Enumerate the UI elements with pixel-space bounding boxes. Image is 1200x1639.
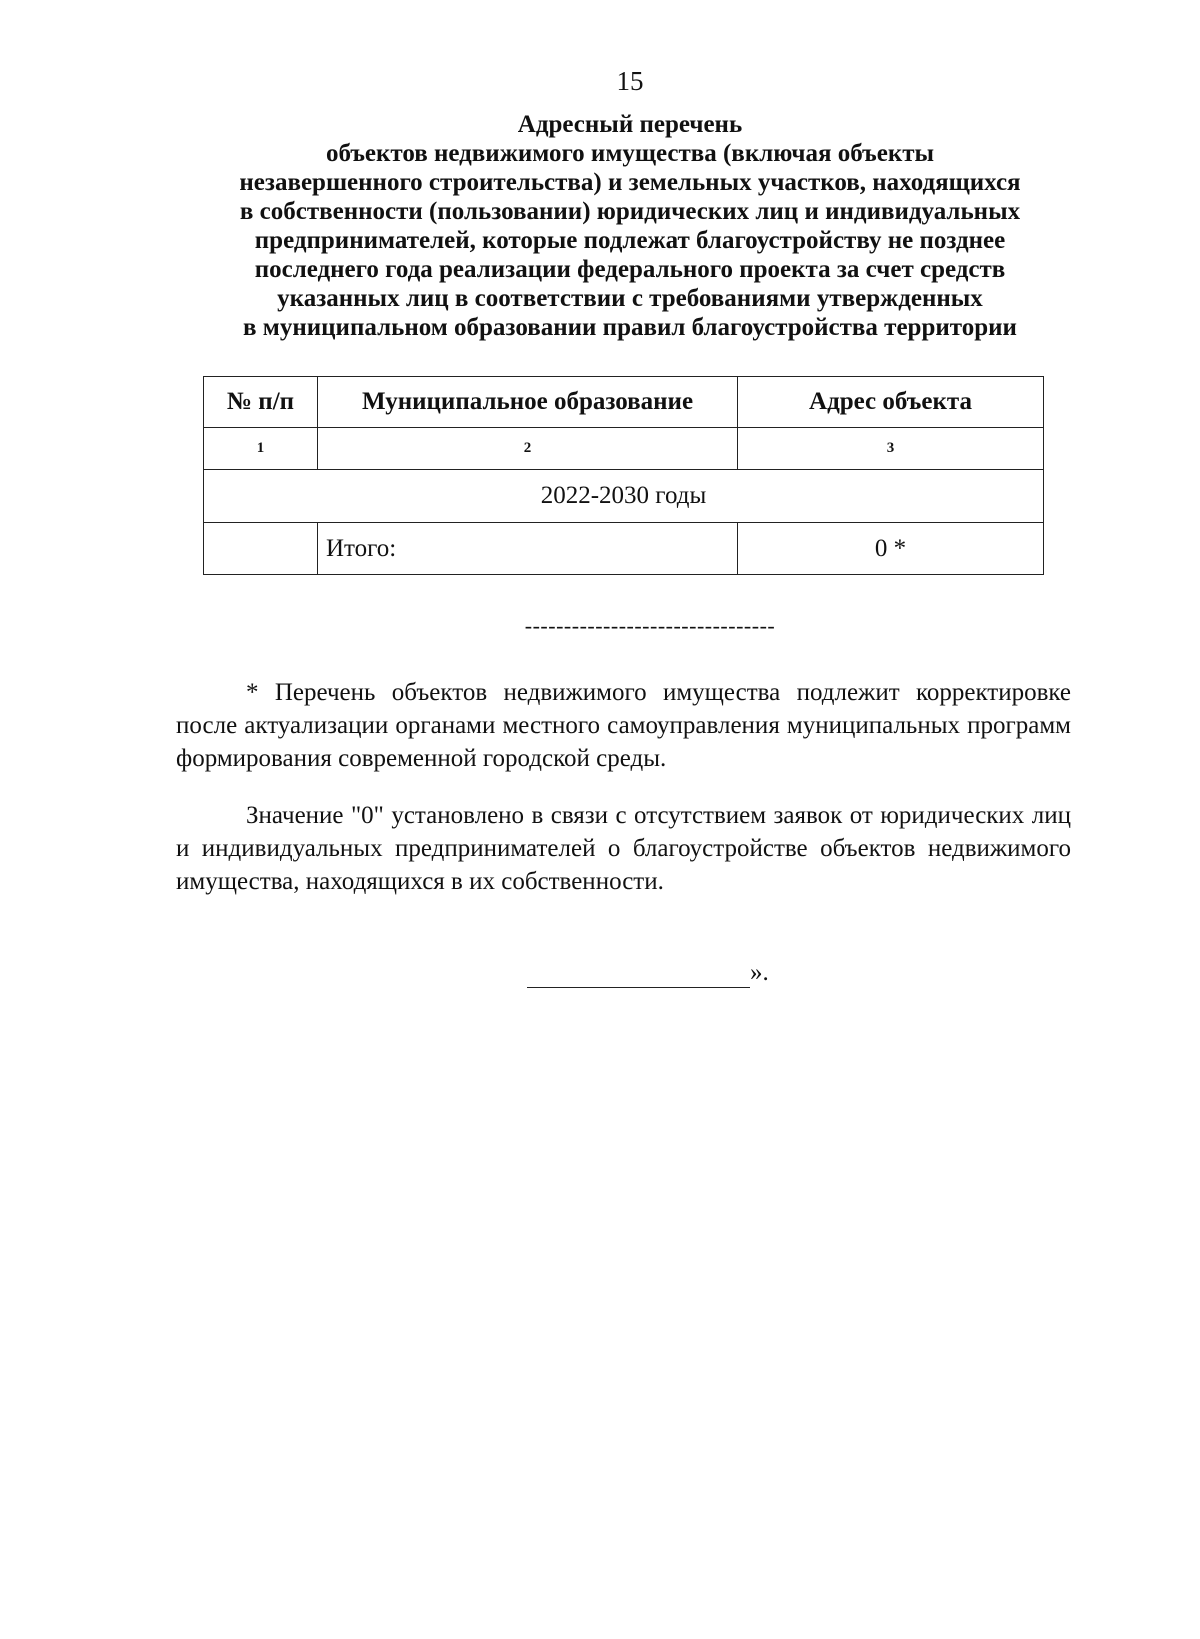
total-label-cell: Итого: (318, 523, 738, 575)
header-number: № п/п (204, 377, 318, 428)
title-line: предпринимателей, которые подлежат благоустройству не позднее (254, 227, 1006, 254)
total-row (204, 523, 1044, 575)
footnote-paragraph: * Перечень объектов недвижимого имущества подлежит корректировке после актуализации органами местного самоуправления муниципальных программ формирования современной городской среды. (176, 679, 1071, 772)
title-line: Адресный перечень (517, 111, 743, 138)
note-paragraph: Значение "0" установлено в связи с отсутствием заявок от юридических лиц и индивидуальных предпринимателей о благоустройстве объектов недвижимого имущества, находящихся в их собственности. (176, 802, 1071, 895)
total-value-cell: 0 * (738, 523, 1044, 575)
header-address: Адрес объекта (738, 377, 1044, 428)
column-number-row (204, 428, 1044, 470)
column-number-cell: 2 (318, 428, 738, 470)
period-cell: 2022-2030 годы (204, 470, 1044, 523)
document-title (170, 110, 1090, 342)
blank-line (527, 961, 750, 988)
title-line: незавершенного строительства) и земельных участков, находящихся (239, 169, 1021, 196)
title-line: последнего года реализации федерального проекта за счет средств (254, 256, 1006, 283)
address-table (203, 376, 1044, 575)
table-header-row (204, 377, 1044, 428)
total-number-cell (204, 523, 318, 575)
header-municipality: Муниципальное образование (318, 377, 738, 428)
closing-signature-line (527, 958, 769, 988)
title-line: объектов недвижимого имущества (включая объекты (325, 140, 935, 167)
page-number: 15 (616, 66, 644, 96)
period-row (204, 470, 1044, 523)
title-line: указанных лиц в соответствии с требованиями утвержденных (277, 285, 983, 312)
column-number-cell: 1 (204, 428, 318, 470)
title-line: в собственности (пользовании) юридических лиц и индивидуальных (239, 198, 1021, 225)
column-number-cell: 3 (738, 428, 1044, 470)
closing-quote: ». (750, 959, 769, 986)
separator-line: -------------------------------- (524, 613, 776, 638)
title-line: в муниципальном образовании правил благоустройства территории (243, 314, 1017, 341)
